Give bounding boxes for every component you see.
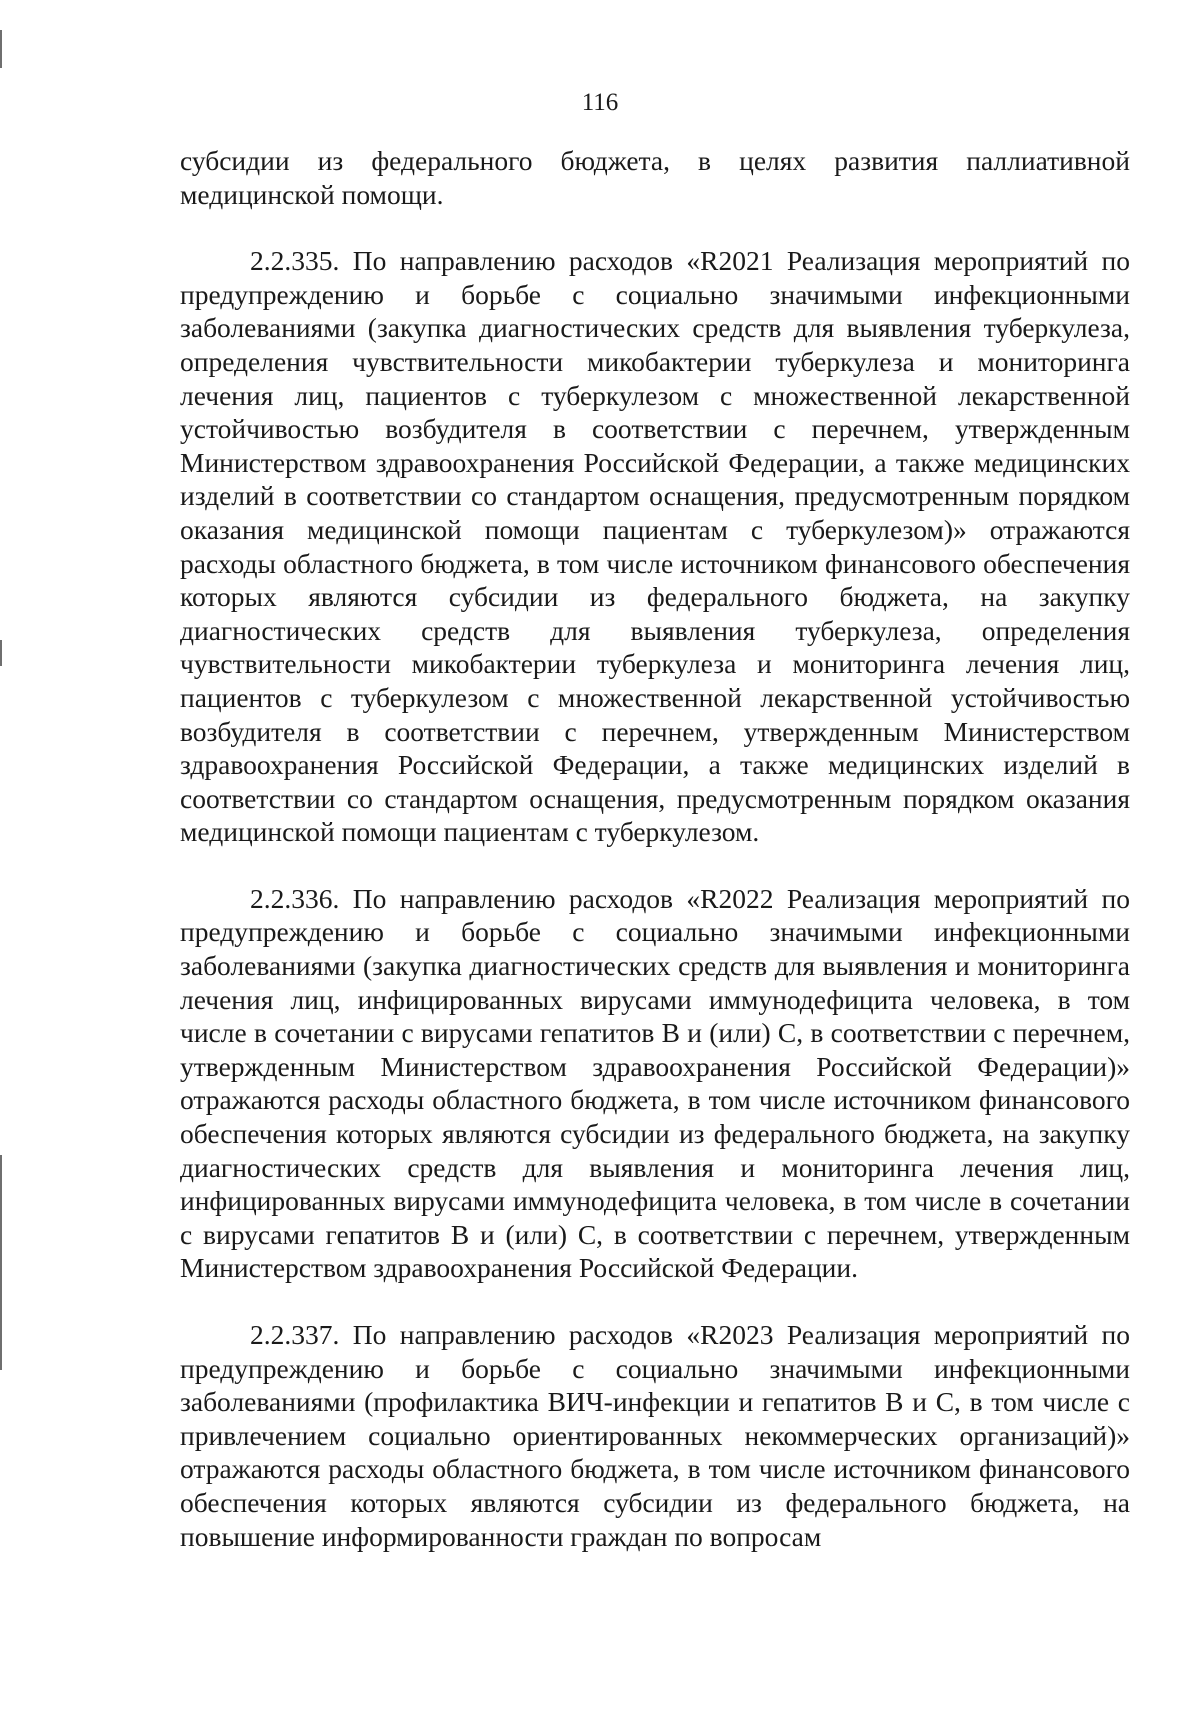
- paragraph-2-2-335: 2.2.335. По направлению расходов «R2021 Реализация мероприятий по предупреждению и борьбе с социально значимыми инфекционными заболеваниями (закупка диагностических средств для выявления туберкулеза, определения чувствительности микобактерии туберкулеза и мониторинга лечения лиц, пациентов с туберкулезом с множественной лекарственной устойчивостью возбудителя в соответствии с перечнем, утвержденным Министерством здравоохранения Российской Федерации, а также медицинских изделий в соответствии со стандартом оснащения, предусмотренным порядком оказания медицинской помощи пациентам с туберкулезом)» отражаются расходы областного бюджета, в том числе источником финансового обеспечения которых являются субсидии из федерального бюджета, на закупку диагностических средств для выявления туберкулеза, определения чувствительности микобактерии туберкулеза и мониторинга лечения лиц, пациентов с туберкулезом с множественной лекарственной устойчивостью возбудителя в соответствии с перечнем, утвержденным Министерством здравоохранения Российской Федерации, а также медицинских изделий в соответствии со стандартом оснащения, предусмотренным порядком оказания медицинской помощи пациентам с туберкулезом.: [180, 245, 1130, 848]
- scan-edge-mark-lower: [0, 1155, 2, 1370]
- paragraph-continuation: субсидии из федерального бюджета, в целях развития паллиативной медицинской помощи.: [180, 145, 1130, 210]
- page-number: 116: [581, 89, 619, 116]
- document-body: [180, 144, 1130, 1586]
- paragraph-2-2-336: 2.2.336. По направлению расходов «R2022 Реализация мероприятий по предупреждению и борьбе с социально значимыми инфекционными заболеваниями (закупка диагностических средств для выявления и мониторинга лечения лиц, инфицированных вирусами иммунодефицита человека, в том числе в сочетании с вирусами гепатитов В и (или) С, в соответствии с перечнем, утвержденным Министерством здравоохранения Российской Федерации)» отражаются расходы областного бюджета, в том числе источником финансового обеспечения которых являются субсидии из федерального бюджета, на закупку диагностических средств для выявления и мониторинга лечения лиц, инфицированных вирусами иммунодефицита человека, в том числе в сочетании с вирусами гепатитов В и (или) С, в соответствии с перечнем, утвержденным Министерством здравоохранения Российской Федерации.: [180, 882, 1130, 1284]
- scan-edge-mark-upper: [0, 640, 2, 666]
- paragraph-2-2-337: 2.2.337. По направлению расходов «R2023 Реализация мероприятий по предупреждению и борьбе с социально значимыми инфекционными заболеваниями (профилактика ВИЧ-инфекции и гепатитов В и С, в том числе с привлечением социально ориентированных некоммерческих организаций)» отражаются расходы областного бюджета, в том числе источником финансового обеспечения которых являются субсидии из федерального бюджета, на повышение информированности граждан по вопросам: [180, 1319, 1130, 1552]
- scan-edge-mark-top: [0, 30, 2, 68]
